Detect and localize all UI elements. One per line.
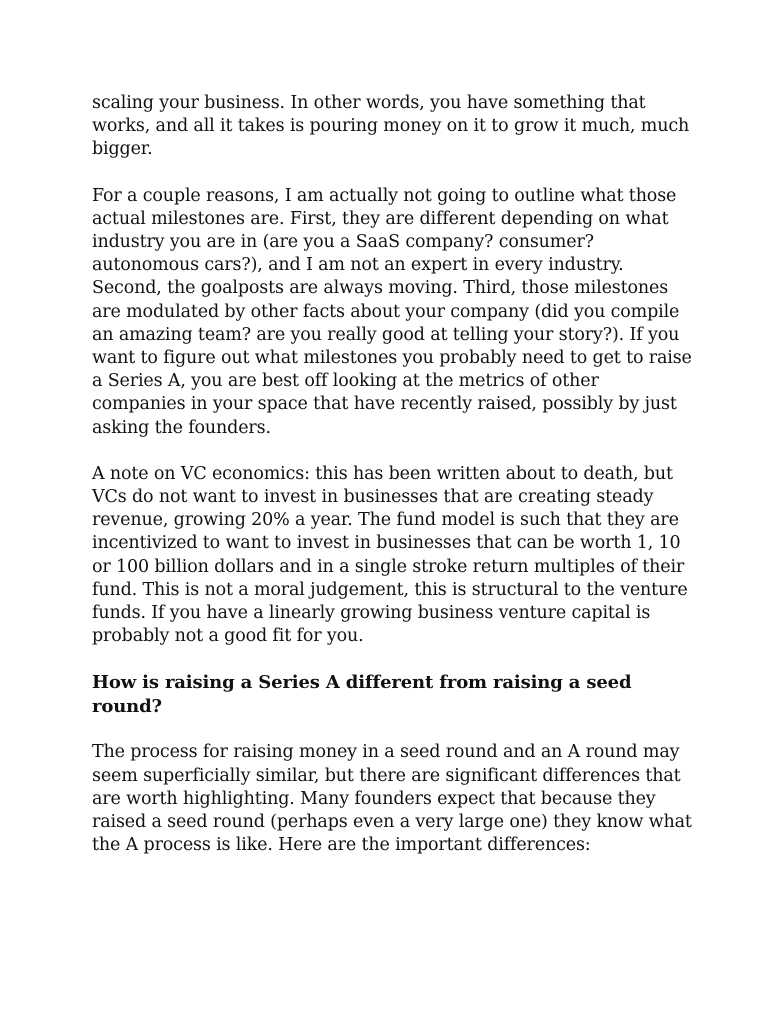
document-page <box>92 92 692 880</box>
paragraph-milestones: For a couple reasons, I am actually not going to outline what those actual milestones are. First, they are different depending on what industry you are in (are you a SaaS company? consumer? autonomous cars?), and I am not an expert in every industry. Second, the goalposts are always moving. Third, those milestones are modulated by other facts about your company (did you compile an amazing team? are you really good at telling your story?). If you want to figure out what milestones you probably need to get to raise a Series A, you are best off looking at the metrics of other companies in your space that have recently raised, possibly by just asking the founders. <box>92 185 692 438</box>
paragraph-process-differences: The process for raising money in a seed round and an A round may seem superficially similar, but there are significant differences that are worth highlighting. Many founders expect that because they raised a seed round (perhaps even a very large one) they know what the A process is like. Here are the important differences: <box>92 742 692 856</box>
paragraph-scaling: scaling your business. In other words, you have something that works, and all it takes is pouring money on it to grow it much, much bigger. <box>92 93 690 160</box>
paragraph-vc-economics: A note on VC economics: this has been written about to death, but VCs do not want to invest in businesses that are creating steady revenue, growing 20% a year. The fund model is such that they are incentivized to want to invest in businesses that can be worth 1, 10 or 100 billion dollars and in a single stroke return multiples of their fund. This is not a moral judgement, this is structural to the venture funds. If you have a linearly growing business venture capital is probably not a good fit for you. <box>92 463 688 647</box>
section-heading: How is raising a Series A different from raising a seed round? <box>92 672 632 717</box>
